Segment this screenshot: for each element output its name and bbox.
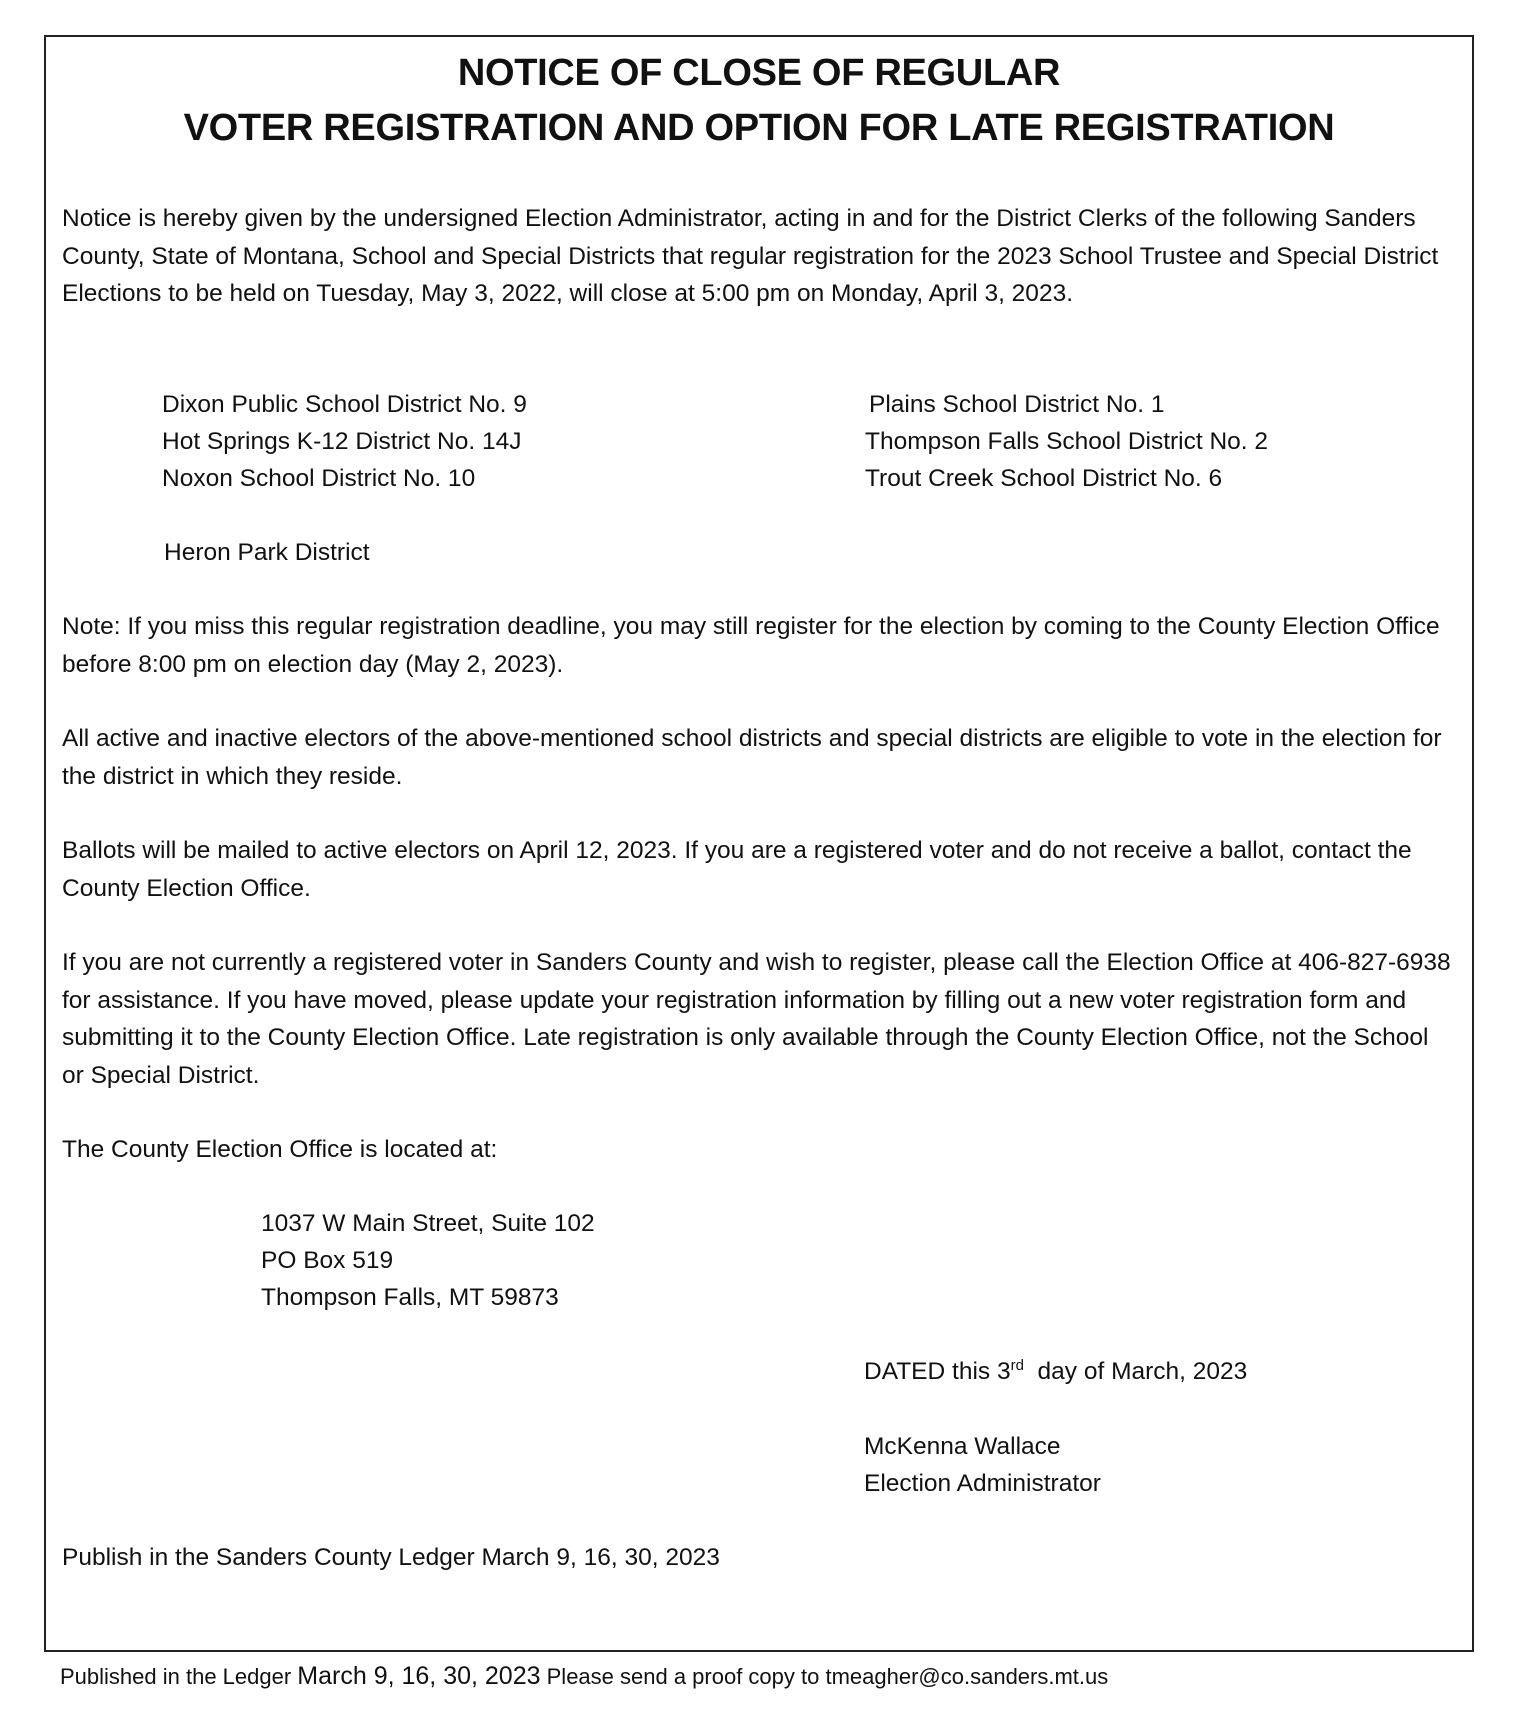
office-intro: The County Election Office is located at: <box>62 1136 498 1163</box>
district-left-1: Dixon Public School District No. 9 <box>162 391 527 418</box>
publish-line: Publish in the Sanders County Ledger March 9, 16, 30, 2023 <box>62 1544 720 1571</box>
eligibility-paragraph: All active and inactive electors of the above-mentioned school districts and special districts are eligible to vote in the election for the district in which they reside. <box>62 725 1442 790</box>
dated-line <box>864 1353 1247 1391</box>
district-right-3: Trout Creek School District No. 6 <box>865 465 1223 492</box>
district-right-2: Thompson Falls School District No. 2 <box>865 428 1269 455</box>
footer-line <box>60 1662 1108 1691</box>
notice-box <box>44 35 1474 1652</box>
notice-title-line-1: NOTICE OF CLOSE OF REGULAR <box>457 52 1061 94</box>
dated-prefix: DATED this 3 <box>864 1358 1011 1385</box>
address-line-1: 1037 W Main Street, Suite 102 <box>261 1210 595 1237</box>
footer-prefix: Published in the Ledger <box>60 1664 298 1689</box>
ballots-paragraph: Ballots will be mailed to active electors on April 12, 2023. If you are a registered voter and do not receive a ballot, contact the County Election Office. <box>62 837 1412 902</box>
address-line-3: Thompson Falls, MT 59873 <box>261 1284 559 1311</box>
district-left-3: Noxon School District No. 10 <box>162 465 476 492</box>
note-paragraph: Note: If you miss this regular registration deadline, you may still register for the election by coming to the County Election Office before 8:00 pm on election day (May 2, 2023). <box>62 613 1440 678</box>
registration-paragraph: If you are not currently a registered voter in Sanders County and wish to register, please call the Election Office at 406-827-6938 for assistance. If you have moved, please update your registration information by filling out a new voter registration form and submitting it to the County Election Office. Late registration is only available through the County Election Office, not the School or Special District. <box>62 949 1451 1089</box>
intro-paragraph: Notice is hereby given by the undersigned Election Administrator, acting in and for the District Clerks of the following Sanders County, State of Montana, School and Special Districts that regular registration for the 2023 School Trustee and Special District Elections to be held on Tuesday, May 3, 2022, will close at 5:00 pm on Monday, April 3, 2023. <box>62 205 1439 307</box>
district-extra: Heron Park District <box>164 539 370 566</box>
dated-ordinal: rd <box>1010 1356 1024 1374</box>
signer-name: McKenna Wallace <box>864 1433 1061 1460</box>
address-line-2: PO Box 519 <box>261 1247 394 1274</box>
district-right-1: Plains School District No. 1 <box>869 391 1165 418</box>
footer-suffix: Please send a proof copy to tmeagher@co.sanders.mt.us <box>540 1664 1109 1689</box>
district-left-2: Hot Springs K-12 District No. 14J <box>162 428 522 455</box>
dated-suffix: day of March, 2023 <box>1023 1358 1248 1385</box>
footer-dates: March 9, 16, 30, 2023 <box>297 1662 541 1690</box>
notice-title-line-2: VOTER REGISTRATION AND OPTION FOR LATE REGISTRATION <box>183 107 1335 149</box>
signer-title: Election Administrator <box>864 1470 1101 1497</box>
